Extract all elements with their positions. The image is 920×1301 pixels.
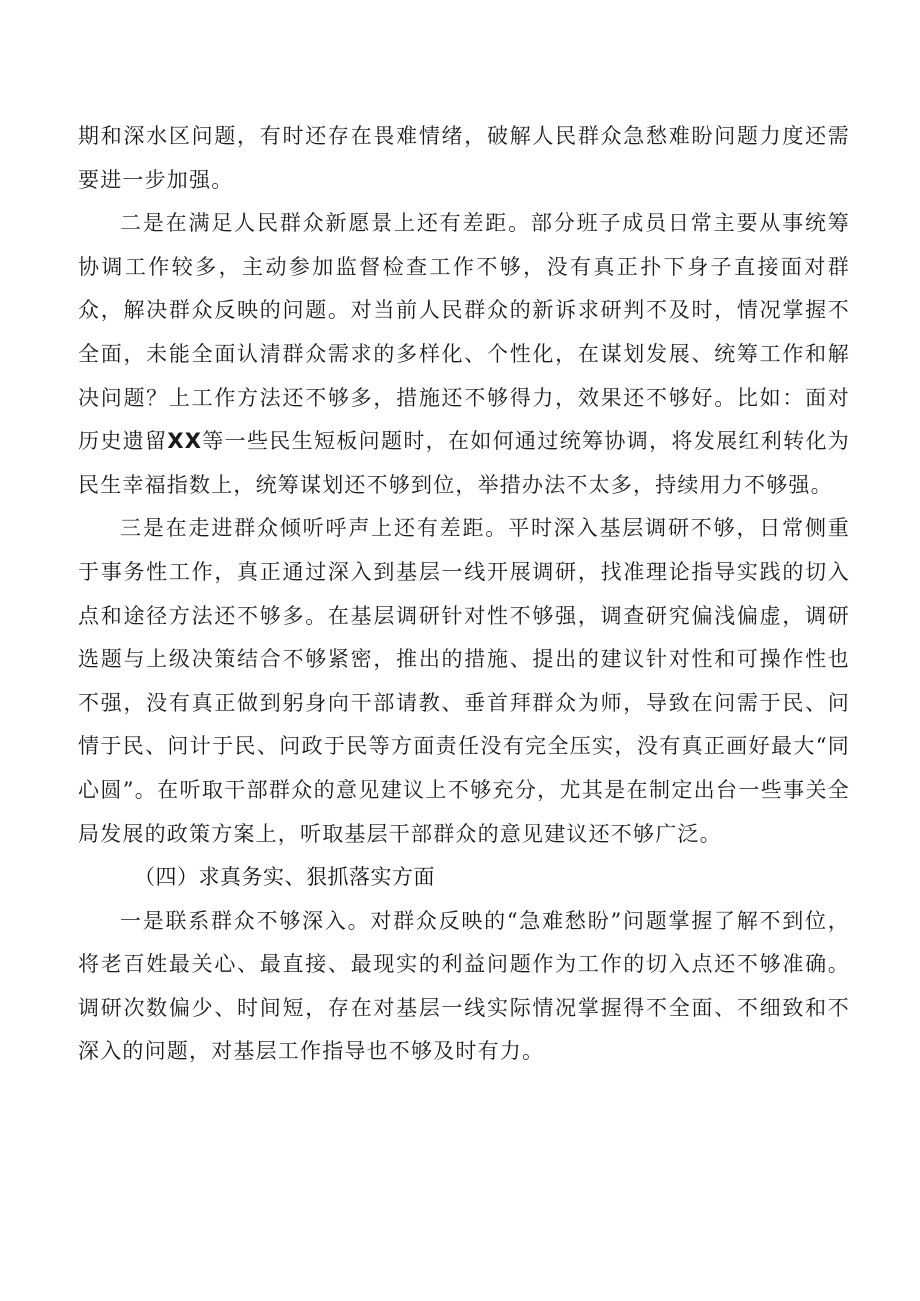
paragraph-point-three: 三是在走进群众倾听呼声上还有差距。平时深入基层调研不够，日常侧重于事务性工作，真正通过深入到基层一线开展调研，找准理论指导实践的切入点和途径方法还不够多。在基层调研针对性不够强，调查研究偏浅偏虚，调研选题与上级决策结合不够紧密，推出的措施、提出的建议针对性和可操作性也不强，没有真正做到躬身向干部请教、垂首拜群众为师，导致在问需于民、问情于民、问计于民、问政于民等方面责任没有完全压实，没有真正画好最大“同心圆”。在听取干部群众的意见建议上不够充分，尤其是在制定出台一些事关全局发展的政策方案上，听取基层干部群众的意见建议还不够广泛。 xyxy=(78,516,850,846)
placeholder-xx: XX xyxy=(167,429,203,454)
paragraph-point-two-text-start: 二是在满足人民群众新愿景上还有差距。部分班子成员日常主要从事统筹协调工作较多，主动参加监督检查工作不够，没有真正扑下身子直接面对群众，解决群众反映的问题。对当前人民群众的新诉求研判不及时，情况掌握不全面，未能全面认清群众需求的多样化、个性化，在谋划发展、统筹工作和解决问题？上工作方法还不够多，措施还不够得力，效果还不够好。比如：面对历史遗留 xyxy=(78,211,850,454)
paragraph-point-two xyxy=(78,202,850,507)
paragraph-point-two-text-end: 等一些民生短板问题时，在如何通过统筹协调，将发展红利转化为民生幸福指数上，统筹谋划还不够到位，举措办法不太多，持续用力不够强。 xyxy=(78,429,850,497)
section-heading: （四）求真务实、狠抓落实方面 xyxy=(134,865,435,890)
document-body xyxy=(78,115,850,1074)
paragraph-point-one: 一是联系群众不够深入。对群众反映的“急难愁盼”问题掌握了解不到位，将老百姓最关心、最直接、最现实的利益问题作为工作的切入点还不够准确。调研次数偏少、时间短，存在对基层一线实际情况掌握得不全面、不细致和不深入的问题，对基层工作指导也不够及时有力。 xyxy=(78,908,850,1064)
paragraph-continuation: 期和深水区问题，有时还存在畏难情绪，破解人民群众急愁难盼问题力度还需要进一步加强。 xyxy=(78,124,850,192)
